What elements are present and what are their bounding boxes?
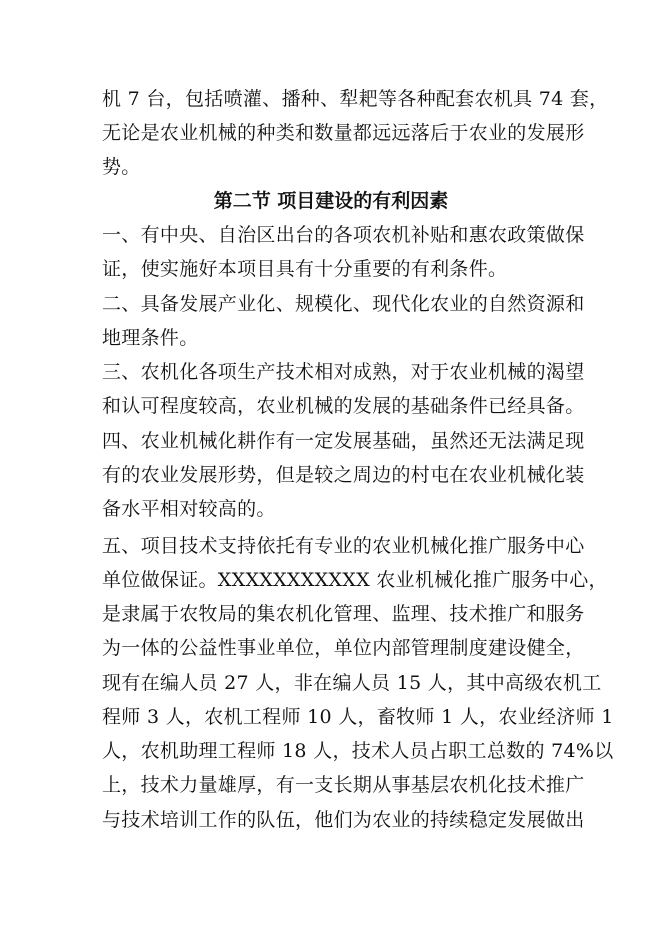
body-line: 地理条件。: [102, 327, 199, 349]
body-line: 与技术培训工作的队伍，他们为农业的持续稳定发展做出: [102, 809, 585, 831]
body-line: 程师 3 人，农机工程师 10 人，畜牧师 1 人，农业经济师 1: [102, 706, 614, 728]
body-line: 一、有中央、自治区出台的各项农机补贴和惠农政策做保: [102, 224, 585, 246]
intro-line: 无论是农业机械的种类和数量都远远落后于农业的发展形: [102, 122, 585, 144]
body-line: 二、具备发展产业化、规模化、现代化农业的自然资源和: [102, 293, 585, 315]
body-line: 备水平相对较高的。: [102, 498, 276, 520]
body-line: 为一体的公益性事业单位，单位内部管理制度建设健全，: [102, 637, 585, 659]
body-line: 是隶属于农牧局的集农机化管理、监理、技术推广和服务: [102, 603, 585, 625]
body-line: 五、项目技术支持依托有专业的农业机械化推广服务中心: [102, 535, 585, 557]
body-line: 上，技术力量雄厚，有一支长期从事基层农机化技术推广: [102, 774, 585, 796]
body-line: 单位做保证。XXXXXXXXXXX 农业机械化推广服务中心，: [102, 569, 608, 591]
body-line: 和认可程度较高，农业机械的发展的基础条件已经具备。: [102, 395, 585, 417]
section-heading: 第二节 项目建设的有利因素: [213, 190, 449, 212]
body-line: 三、农机化各项生产技术相对成熟，对于农业机械的渴望: [102, 361, 585, 383]
body-line: 现有在编人员 27 人，非在编人员 15 人，其中高级农机工: [102, 672, 602, 694]
body-line: 有的农业发展形势，但是较之周边的村屯在农业机械化装: [102, 464, 585, 486]
body-line: 人，农机助理工程师 18 人，技术人员占职工总数的 74%以: [102, 740, 614, 762]
intro-line: 机 7 台，包括喷灌、播种、犁耙等各种配套农机具 74 套，: [102, 88, 609, 110]
intro-line: 势。: [102, 156, 141, 178]
body-line: 四、农业机械化耕作有一定发展基础，虽然还无法满足现: [102, 430, 585, 452]
body-line: 证，使实施好本项目具有十分重要的有利条件。: [102, 258, 508, 280]
